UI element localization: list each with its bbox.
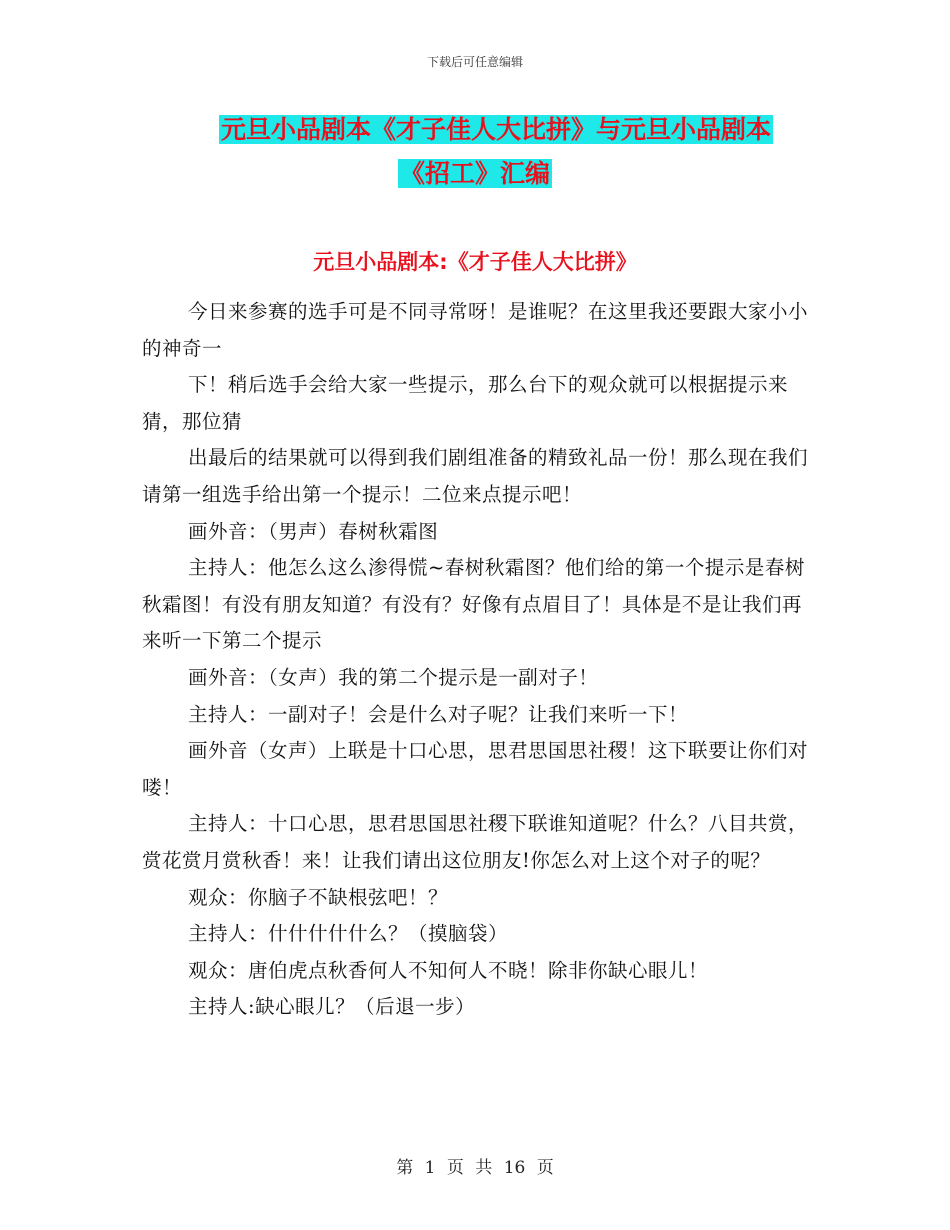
paragraph: 观众：唐伯虎点秋香何人不知何人不晓！除非你缺心眼儿！ — [188, 958, 709, 982]
paragraph: 主持人：十口心思，思君思国思社稷下联谁知道呢？什么？八目共赏，赏花赏月赏秋香！来！让我们请出这位朋友!你怎么对上这个对子的呢？ — [142, 812, 809, 872]
paragraph: 主持人:缺心眼儿？（后退一步） — [188, 995, 476, 1019]
paragraph: 出最后的结果就可以得到我们剧组准备的精致礼品一份！那么现在我们请第一组选手给出第一个提示！二位来点提示吧！ — [142, 446, 809, 506]
paragraph: 主持人：什什什什什么？（摸脑袋） — [188, 922, 509, 946]
paragraph: 主持人：他怎么这么渗得慌~春树秋霜图？他们给的第一个提示是春树秋霜图！有没有朋友知道？有没有？好像有点眉目了！具体是不是让我们再来听一下第二个提示 — [142, 556, 805, 653]
page-footer: 第 1 页 共 16 页 — [396, 1158, 554, 1178]
paragraph: 画外音：（男声）春树秋霜图 — [188, 519, 439, 543]
paragraph: 画外音：（女声）我的第二个提示是一副对子！ — [188, 665, 599, 689]
paragraph: 画外音（女声）上联是十口心思，思君思国思社稷！这下联要让你们对喽！ — [142, 739, 809, 799]
document-title-line1-text: 元旦小品剧本《才子佳人大比拼》与元旦小品剧本 — [220, 115, 771, 144]
document-title-line2 — [0, 156, 950, 192]
header-note: 下载后可任意编辑 — [426, 55, 523, 69]
document-title-line2-text: 《招工》汇编 — [399, 159, 550, 188]
document-title-line1 — [21, 112, 950, 148]
paragraph: 下！稍后选手会给大家一些提示，那么台下的观众就可以根据提示来猜，那位猜 — [142, 373, 789, 433]
paragraph: 观众：你脑子不缺根弦吧！？ — [188, 885, 449, 909]
paragraph: 今日来参赛的选手可是不同寻常呀！是谁呢？在这里我还要跟大家小小的神奇一 — [142, 300, 809, 360]
section-title: 元旦小品剧本:《才子佳人大比拼》 — [313, 250, 637, 274]
paragraph: 主持人：一副对子！会是什么对子呢？让我们来听一下！ — [188, 702, 689, 726]
script-body — [142, 294, 810, 1026]
